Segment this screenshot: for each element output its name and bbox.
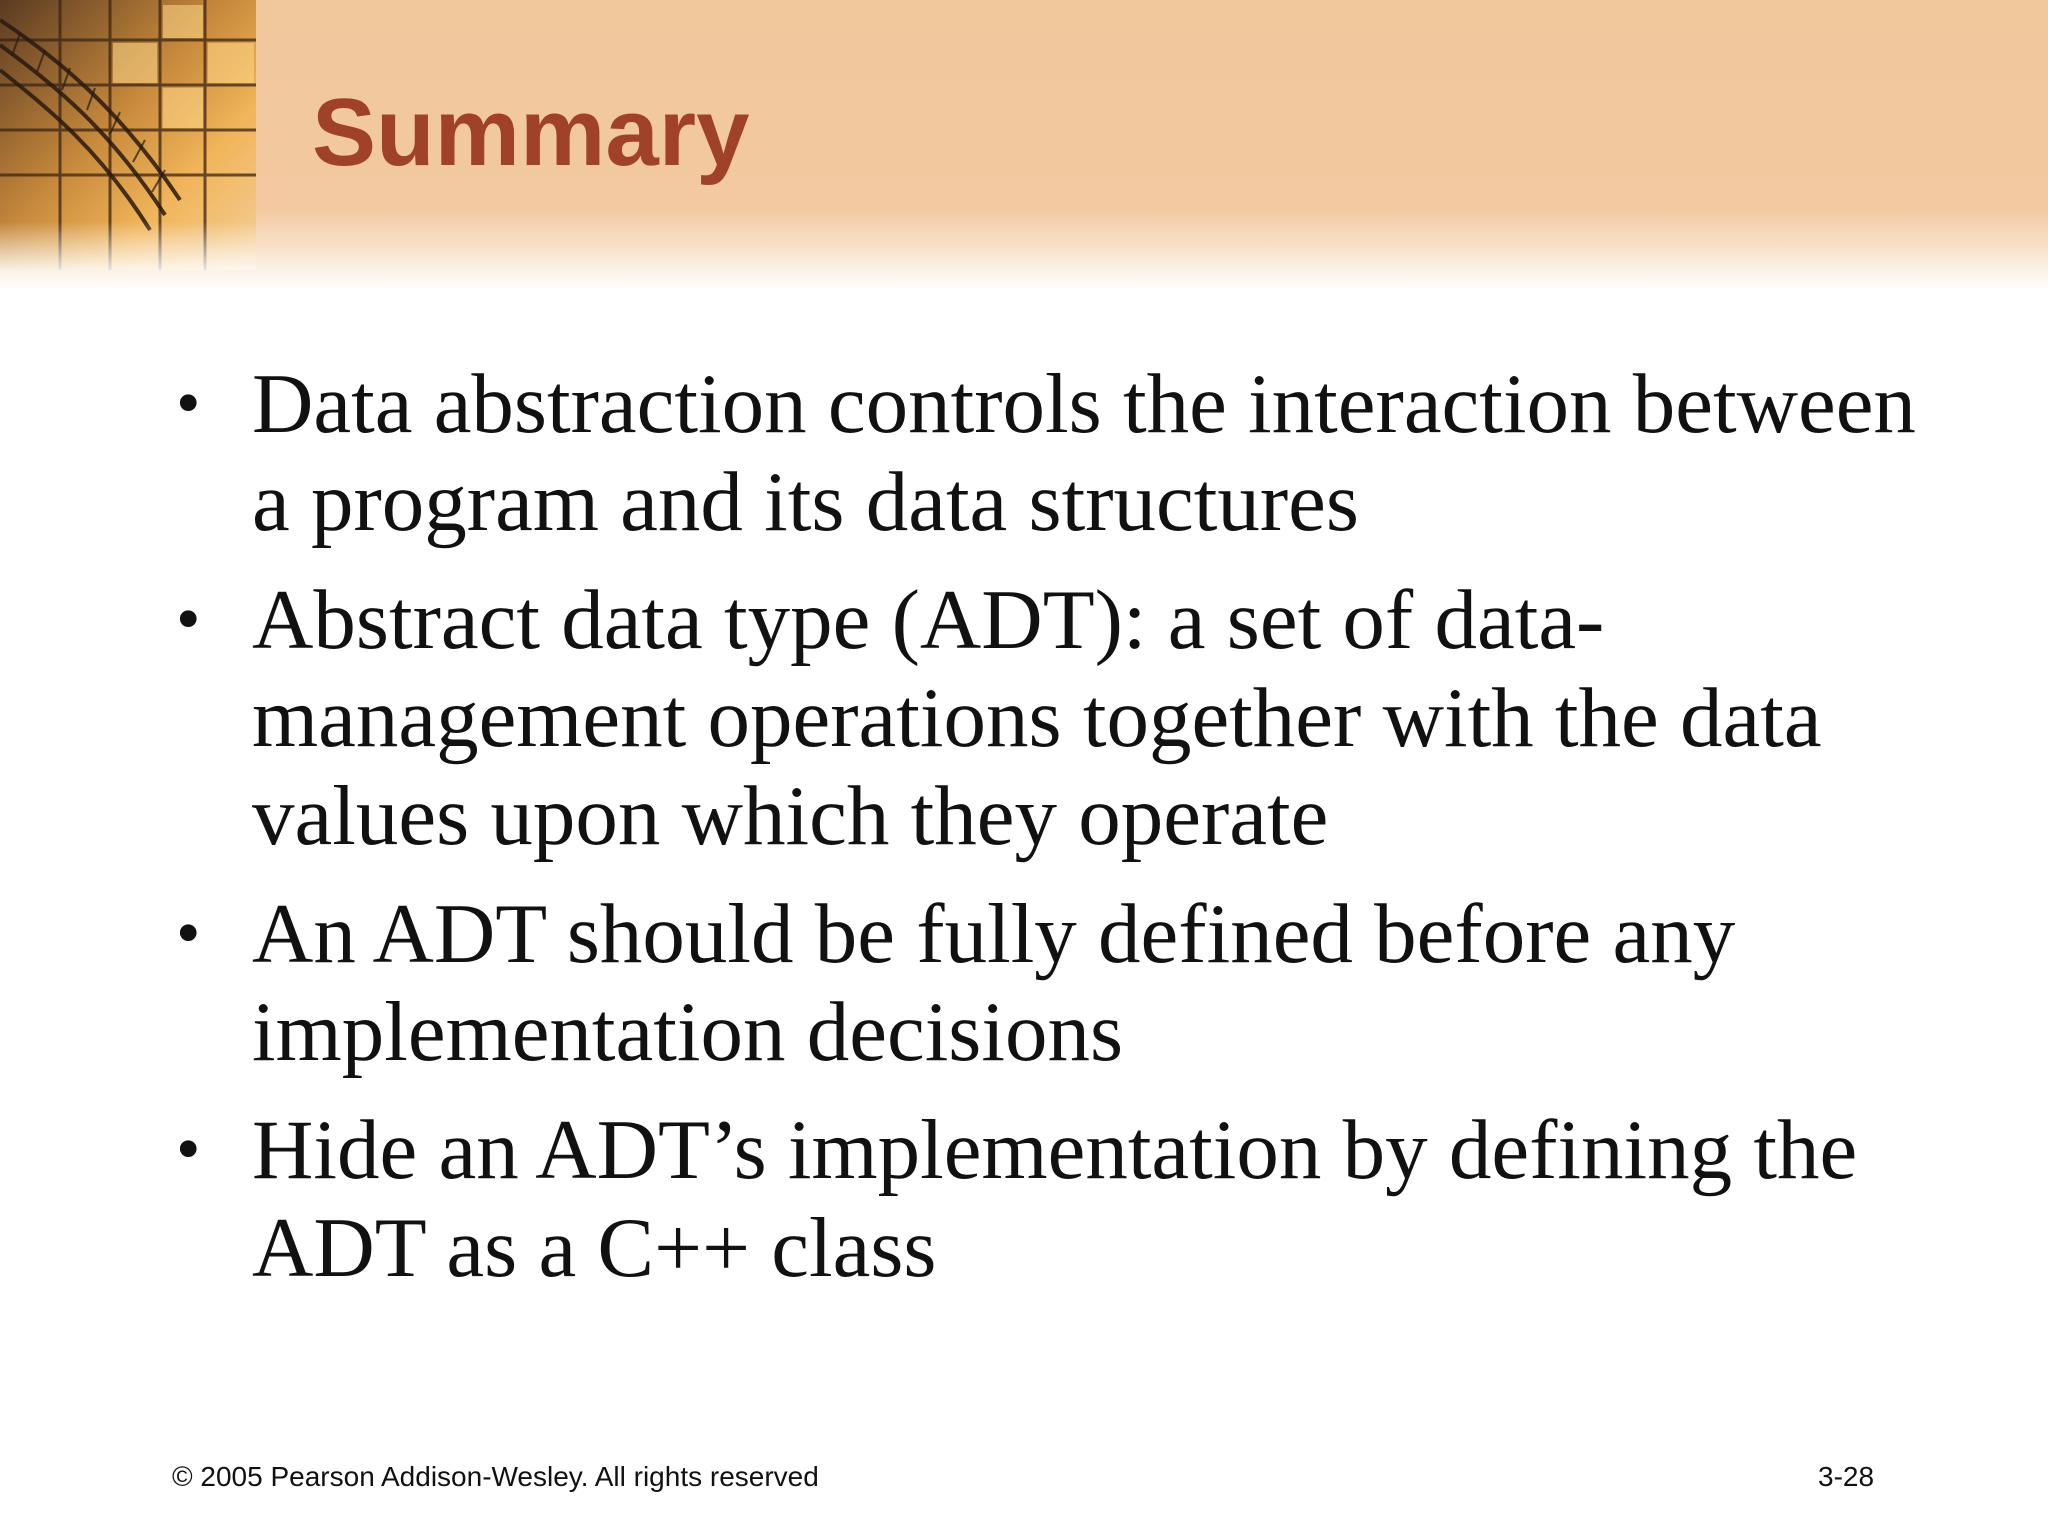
bullet-item xyxy=(170,571,1970,865)
bullet-text: Abstract data type (ADT): a set of data-management operations together with the data values upon which they operate xyxy=(252,573,1822,863)
slide-number: 3-28 xyxy=(1818,1461,1875,1492)
bullet-text: Hide an ADT’s implementation by defining the ADT as a C++ class xyxy=(252,1103,1858,1295)
bullet-text: An ADT should be fully defined before any implementation decisions xyxy=(252,887,1736,1079)
bullet-icon: • xyxy=(176,895,201,972)
bullet-item xyxy=(170,355,1970,551)
header-band xyxy=(0,0,2048,290)
copyright-footer: © 2005 Pearson Addison-Wesley. All rights reserved xyxy=(172,1461,819,1492)
bullet-text: Data abstraction controls the interaction between a program and its data structures xyxy=(252,357,1916,549)
bullet-icon: • xyxy=(176,581,201,658)
bullet-icon: • xyxy=(176,1111,201,1188)
bullet-item xyxy=(170,885,1970,1081)
building-staircase-photo xyxy=(0,0,256,270)
bullet-list xyxy=(170,355,1970,1317)
slide-title: Summary xyxy=(312,79,750,186)
bullet-icon: • xyxy=(176,365,201,442)
bullet-item xyxy=(170,1101,1970,1297)
